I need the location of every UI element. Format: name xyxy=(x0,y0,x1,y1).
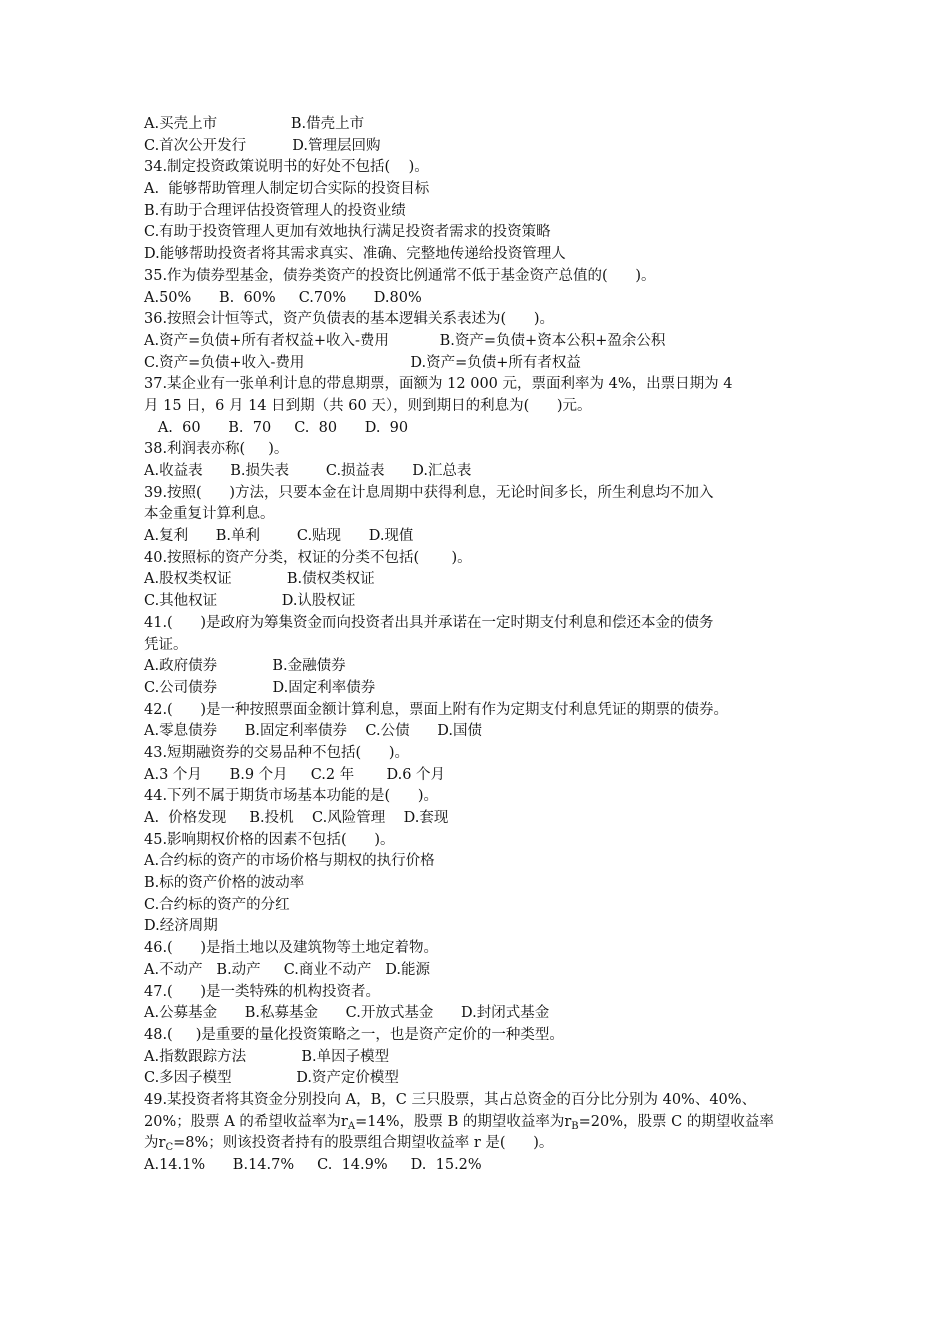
text-line: D.能够帮助投资者将其需求真实、准确、完整地传递给投资管理人 xyxy=(144,246,566,263)
document-page xyxy=(144,114,844,1177)
text-line: A.零息债券 B.固定利率债券 C.公债 D.国债 xyxy=(144,723,482,740)
text-line: 39.按照( )方法，只要本金在计息周期中获得利息，无论时间多长，所生利息均不加入 xyxy=(144,484,714,501)
subscript-b: B xyxy=(571,1120,579,1132)
text-line: C.公司债券 D.固定利率债券 xyxy=(144,679,376,696)
text-line: 月 15 日，6 月 14 日到期（共 60 天），则到期日的利息为( )元。 xyxy=(144,397,592,414)
text-line: A. 60 B. 70 C. 80 D. 90 xyxy=(144,419,409,436)
text-line: 35.作为债券型基金，债券类资产的投资比例通常不低于基金资产总值的( )。 xyxy=(144,267,656,284)
text-line: C.多因子模型 D.资产定价模型 xyxy=(144,1070,399,1087)
text-line: 41.( )是政府为筹集资金而向投资者出具并承诺在一定时期支付利息和偿还本金的债务 xyxy=(144,614,714,631)
text-segment: =8%；则该投资者持有的股票组合期望收益率 r 是( )。 xyxy=(173,1135,554,1152)
text-line: A.股权类权证 B.债权类权证 xyxy=(144,571,375,588)
text-line: 本金重复计算利息。 xyxy=(144,506,275,523)
text-line: 42.( )是一种按照票面金额计算利息，票面上附有作为定期支付利息凭证的期票的债券。 xyxy=(144,701,729,718)
text-line: C.首次公开发行 D.管理层回购 xyxy=(144,137,381,154)
text-line: A.50% B. 60% C.70% D.80% xyxy=(144,289,422,306)
text-line: 凭证。 xyxy=(144,636,188,653)
text-line: C.其他权证 D.认股权证 xyxy=(144,593,356,610)
text-line: A.资产=负债+所有者权益+收入-费用 B.资产=负债+资本公积+盈余公积 xyxy=(144,332,666,349)
text-line: A.公募基金 B.私募基金 C.开放式基金 D.封闭式基金 xyxy=(144,1005,550,1022)
text-line: 46.( )是指土地以及建筑物等土地定着物。 xyxy=(144,940,439,957)
question-49-stem-line2 xyxy=(144,1112,844,1134)
text-segment: =14%，股票 B 的期望收益率为r xyxy=(355,1113,572,1130)
text-line: D.经济周期 xyxy=(144,918,218,935)
question-49-stem-line3 xyxy=(144,1133,844,1155)
text-line: C.有助于投资管理人更加有效地执行满足投资者需求的投资策略 xyxy=(144,224,551,241)
text-line: 37.某企业有一张单利计息的带息期票，面额为 12 000 元，票面利率为 4%，出票日期为 4 xyxy=(144,376,733,393)
subscript-c: C xyxy=(165,1142,174,1154)
text-segment: =20%，股票 C 的期望收益率 xyxy=(578,1113,774,1130)
text-line: A.不动产 B.动产 C.商业不动产 D.能源 xyxy=(144,961,430,978)
text-line: C.合约标的资产的分红 xyxy=(144,896,290,913)
text-line: 36.按照会计恒等式，资产负债表的基本逻辑关系表述为( )。 xyxy=(144,311,555,328)
text-line: 34.制定投资政策说明书的好处不包括( )。 xyxy=(144,159,429,176)
text-line: C.资产=负债+收入-费用 D.资产=负债+所有者权益 xyxy=(144,354,581,371)
text-line: 40.按照标的资产分类，权证的分类不包括( )。 xyxy=(144,549,472,566)
text-line: A.指数跟踪方法 B.单因子模型 xyxy=(144,1048,390,1065)
text-line: B.标的资产价格的波动率 xyxy=(144,875,305,892)
text-line: A.政府债券 B.金融债券 xyxy=(144,658,346,675)
text-line: 43.短期融资券的交易品种不包括( )。 xyxy=(144,744,410,761)
text-line: A.合约标的资产的市场价格与期权的执行价格 xyxy=(144,853,435,870)
text-line: 44.下列不属于期货市场基本功能的是( )。 xyxy=(144,788,439,805)
text-line: B.有助于合理评估投资管理人的投资业绩 xyxy=(144,202,406,219)
text-line: 45.影响期权价格的因素不包括( )。 xyxy=(144,831,395,848)
text-line: 48.( )是重要的量化投资策略之一，也是资产定价的一种类型。 xyxy=(144,1026,564,1043)
question-49-options: A.14.1% B.14.7% C. 14.9% D. 15.2% xyxy=(144,1157,482,1173)
question-lines xyxy=(144,114,844,1090)
text-line: A.收益表 B.损失表 C.损益表 D.汇总表 xyxy=(144,463,472,479)
subscript-a: A xyxy=(347,1120,356,1132)
text-line: A. 能够帮助管理人制定切合实际的投资目标 xyxy=(144,181,430,198)
text-line: A.3 个月 B.9 个月 C.2 年 D.6 个月 xyxy=(144,766,446,783)
text-line: A.复利 B.单利 C.贴现 D.现值 xyxy=(144,528,414,545)
text-line: A.买壳上市 B.借壳上市 xyxy=(144,116,365,132)
text-line: 38.利润表亦称( )。 xyxy=(144,441,289,458)
question-49-stem: 49.某投资者将其资金分别投向 A，B，C 三只股票，其占总资金的百分比分别为 40%、40%、 xyxy=(144,1091,757,1108)
text-segment: 20%；股票 A 的希望收益率为r xyxy=(144,1113,348,1130)
text-segment: 为r xyxy=(144,1135,166,1152)
text-line: 47.( )是一类特殊的机构投资者。 xyxy=(144,983,381,1000)
text-line: A. 价格发现 B.投机 C.风险管理 D.套现 xyxy=(144,810,449,826)
